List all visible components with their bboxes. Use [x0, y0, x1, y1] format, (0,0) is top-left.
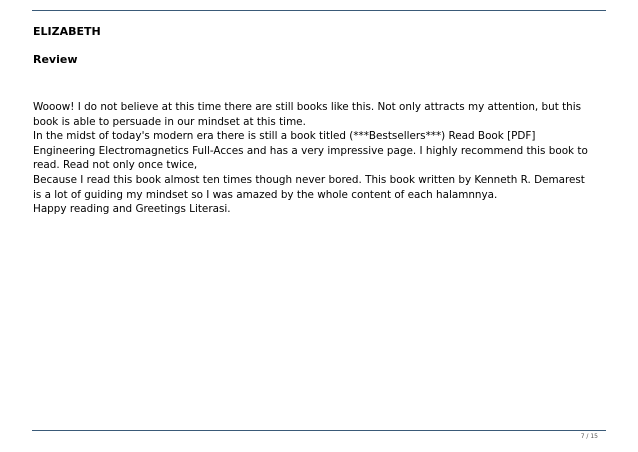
body-line: Happy reading and Greetings Literasi. — [33, 203, 231, 216]
body-line: In the midst of today's modern era there is still a book titled (***Bestsellers***) Read Book [PDF] — [33, 130, 536, 143]
body-line: is a lot of guiding my mindset so I was amazed by the whole content of each halamnnya. — [33, 188, 498, 201]
body-line: Because I read this book almost ten times though never bored. This book written by Kenneth R. Demarest — [33, 173, 585, 186]
footer-rule — [32, 430, 606, 431]
author-name: ELIZABETH — [33, 25, 101, 38]
review-body — [33, 100, 613, 217]
body-line: read. Read not only once twice, — [33, 159, 198, 172]
body-line: book is able to persuade in our mindset at this time. — [33, 115, 306, 128]
review-heading: Review — [33, 53, 78, 66]
page-number: 7 / 15 — [580, 433, 598, 440]
body-line: Wooow! I do not believe at this time there are still books like this. Not only attracts my attention, but this — [33, 101, 582, 113]
body-line: Engineering Electromagnetics Full-Acces and has a very impressive page. I highly recommend this book to — [33, 144, 588, 157]
header-rule — [32, 10, 606, 11]
